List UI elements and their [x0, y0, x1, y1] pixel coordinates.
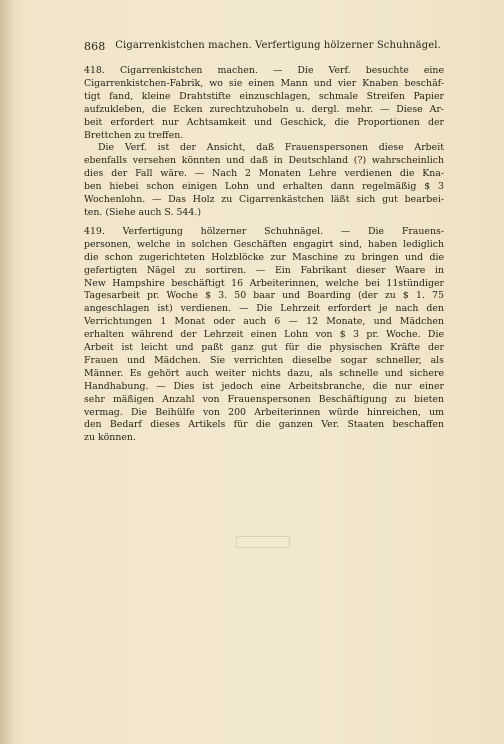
text-line: erhalten während der Lehrzeit einen Lohn von $ 3 pr. Woche. Die — [84, 329, 444, 341]
text-line: Verrichtungen 1 Monat oder auch 6 — 12 Monate, und Mädchen — [84, 316, 444, 328]
text-line: gefertigten Nägel zu sortiren. — Ein Fabrikant dieser Waare in — [84, 264, 444, 276]
gutter-shadow — [0, 0, 14, 744]
text-line: Arbeit ist leicht und paßt ganz gut für die physischen Kräfte der — [84, 342, 444, 354]
text-line: dies der Fall wäre. — Nach 2 Monaten Lehre verdienen die Kna- — [84, 168, 444, 180]
text-line: ebenfalls versehen könnten und daß in Deutschland (?) wahrscheinlich — [84, 155, 444, 167]
text-line: Handhabung. — Dies ist jedoch eine Arbeitsbranche, die nur einer — [84, 380, 444, 392]
text-line: tigt fand, kleine Drahtstifte einzuschlagen, schmale Streifen Papier — [84, 90, 444, 102]
text-line: den Bedarf dieses Artikels für die ganzen Ver. Staaten beschaffen — [84, 419, 444, 431]
text-line: Frauen und Mädchen. Sie verrichten dieselbe sogar schneller, als — [84, 354, 444, 366]
text-line: vermag. Die Beihülfe von 200 Arbeiterinnen würde hinreichen, um — [84, 406, 444, 418]
text-line: 419. Verfertigung hölzerner Schuhnägel. — Die Frauens- — [84, 225, 444, 237]
text-line: New Hampshire beschäftigt 16 Arbeiterinnen, welche bei 11stündiger — [84, 277, 444, 289]
text-line: angeschlagen ist) verdienen. — Die Lehrzeit erfordert je nach den — [84, 303, 444, 315]
section-418-cigarrenkistchen — [84, 65, 444, 220]
text-line: Cigarrenkistchen-Fabrik, wo sie einen Mann und vier Knaben beschäf- — [84, 77, 444, 89]
text-line: zu können. — [84, 432, 136, 444]
text-line: Tagesarbeit pr. Woche $ 3. 50 baar und Boarding (der zu $ 1. 75 — [84, 290, 444, 302]
text-line: Die Verf. ist der Ansicht, daß Frauenspersonen diese Arbeit — [98, 142, 444, 154]
section-419-schuhnaegel — [84, 226, 444, 445]
running-head — [84, 40, 444, 53]
text-line: Männer. Es gehört auch weiter nichts dazu, als schnelle und sichere — [84, 367, 444, 379]
faint-library-stamp — [236, 536, 290, 548]
text-line: sehr mäßigen Anzahl von Frauenspersonen Beschäftigung zu bieten — [84, 393, 444, 405]
page-number: 868 — [84, 40, 106, 53]
text-line: die schon zugerichteten Holzblöcke zur Maschine zu bringen und die — [84, 251, 444, 263]
text-line: Wochenlohn. — Das Holz zu Cigarrenkästchen läßt sich gut bearbei- — [84, 194, 444, 206]
text-line: Brettchen zu treffen. — [84, 129, 184, 141]
text-line: ten. (Siehe auch S. 544.) — [84, 206, 201, 218]
text-line: ben hiebei schon einigen Lohn und erhalten dann regelmäßig $ 3 — [84, 181, 444, 193]
text-line: 418. Cigarrenkistchen machen. — Die Verf. besuchte eine — [84, 65, 444, 76]
text-line: aufzukleben, die Ecken zurechtzuhobeln u. dergl. mehr. — Diese Ar- — [84, 103, 444, 115]
text-line: personen, welche in solchen Geschäften engagirt sind, haben lediglich — [84, 238, 444, 250]
text-line: beit erfordert nur Achtsamkeit und Geschick, die Proportionen der — [84, 116, 444, 128]
running-head-title: Cigarrenkistchen machen. Verfertigung hölzerner Schuhnägel. — [115, 40, 441, 51]
text-block — [84, 40, 444, 445]
